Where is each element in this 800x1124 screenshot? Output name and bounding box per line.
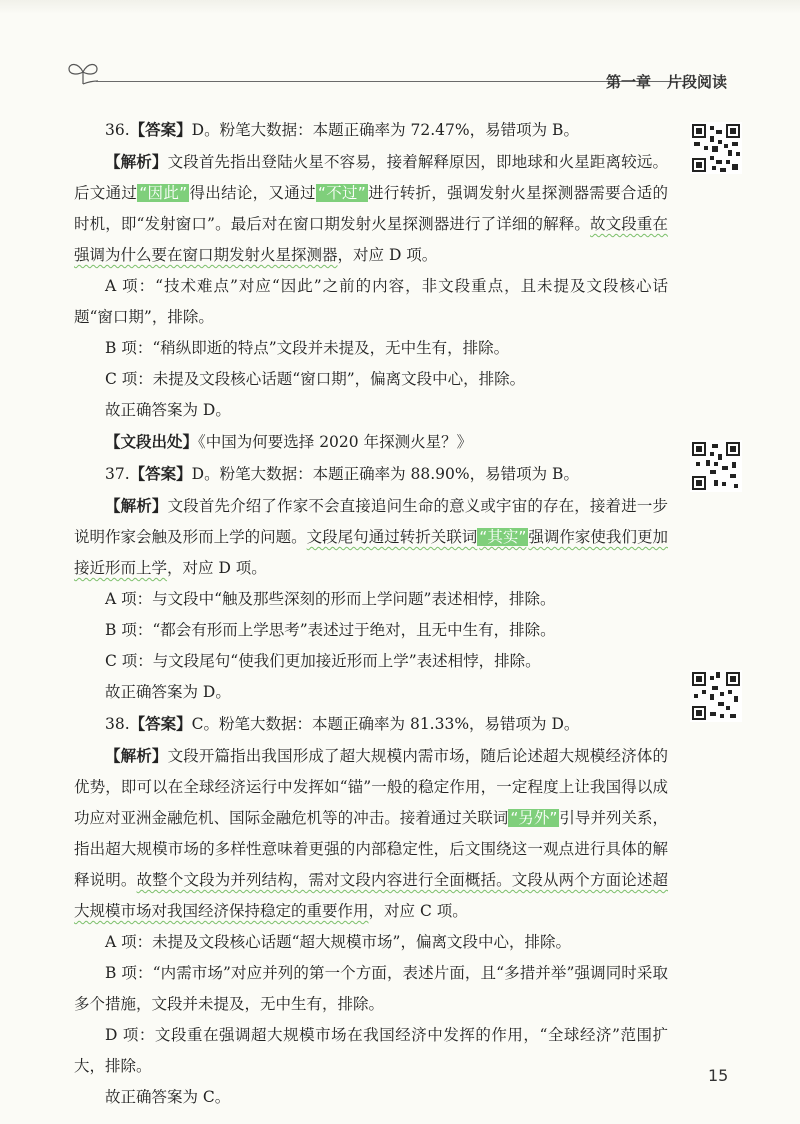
analysis-label: 【解析】 <box>105 746 168 765</box>
analysis-text: 进行转折，强调发射火星探测器需要合适的时机，即“发射窗口”。最后对在窗口期发射火星探测器进行了详细的解释。 <box>74 184 668 233</box>
chapter-heading <box>606 70 727 94</box>
q36-answer-text: D。粉笔大数据：本题正确率为 72.47%，易错项为 B。 <box>191 121 579 139</box>
analysis-text: ，对应 D 项。 <box>167 559 267 577</box>
q37-analysis <box>74 490 668 584</box>
option-d-analysis: D 项：文段重在强调超大规模市场在我国经济中发挥的作用，“全球经济”范围扩大，排除。 <box>74 1026 668 1075</box>
answer-label: 【答案】 <box>129 714 192 733</box>
q36-answer-line <box>74 114 668 146</box>
q38-analysis <box>74 740 668 927</box>
final-answer: 故正确答案为 D。 <box>105 401 231 419</box>
analysis-text: 强调作家使我们更加接近形而上学 <box>74 528 668 577</box>
q37-number: 37. <box>105 465 130 483</box>
analysis-text: 文段首先介绍了作家不会直接追问生命的意义或宇宙的存在，接着进一步说明作家会触及形而上学的问题。 <box>74 497 668 546</box>
analysis-text: 文段首先指出登陆火星不容易，接着解释原因，即地球和火星距离较远。后文通过 <box>74 153 668 202</box>
analysis-text: ，对应 D 项。 <box>337 246 438 264</box>
analysis-text: 文段尾句通过转折关联词 <box>306 528 478 546</box>
option-a-analysis: A 项：未提及文段核心话题“超大规模市场”，偏离文段中心，排除。 <box>105 933 571 951</box>
chapter-label: 第一章 <box>606 73 652 91</box>
option-b-analysis: B 项：“都会有形而上学思考”表述过于绝对，且无中生有，排除。 <box>105 621 556 639</box>
answer-label: 【答案】 <box>129 464 192 483</box>
q38-number: 38. <box>105 715 130 733</box>
q36-analysis <box>74 146 668 271</box>
final-answer: 故正确答案为 C。 <box>105 1088 231 1106</box>
key-sentence-underlined: 故文段重在强调为什么要在窗口期发射火星探测器 <box>74 215 668 264</box>
keyword-highlight: “不过” <box>317 184 366 202</box>
source-line <box>74 426 668 458</box>
qr-code-icon <box>690 670 742 722</box>
keyword-highlight: “因此” <box>139 184 188 202</box>
option-b-analysis: B 项：“内需市场”对应并列的第一个方面，表述片面，且“多措并举”强调同时采取多个措施，文段并未提及，无中生有，排除。 <box>74 964 668 1013</box>
answer-content <box>74 114 668 1113</box>
analysis-text: 得出结论，又通过 <box>189 184 316 202</box>
analysis-text: 文段开篇指出我国形成了超大规模内需市场，随后论述超大规模经济体的优势，即可以在全球经济运行中发挥如“锚”一般的稳定作用，一定程度上让我国得以成功应对亚洲金融危机、国际金融危机等的冲击。接着通过关联词 <box>74 747 668 827</box>
q37-answer-line <box>74 458 668 490</box>
option-c-analysis: C 项：未提及文段核心话题“窗口期”，偏离文段中心，排除。 <box>105 370 526 388</box>
final-answer: 故正确答案为 D。 <box>105 683 231 701</box>
option-b-analysis: B 项：“稍纵即逝的特点”文段并未提及，无中生有，排除。 <box>105 339 510 357</box>
top-band <box>0 0 800 14</box>
option-c-analysis: C 项：与文段尾句“使我们更加接近形而上学”表述相悖，排除。 <box>105 652 541 670</box>
page-number: 15 <box>708 1066 729 1085</box>
answer-label: 【答案】 <box>129 120 192 139</box>
keyword-highlight: “其实” <box>479 528 527 546</box>
sprout-icon <box>66 58 100 86</box>
keyword-highlight: “另外” <box>510 809 558 827</box>
source-label: 【文段出处】 <box>105 432 199 451</box>
section-label: 片段阅读 <box>667 73 728 91</box>
analysis-text: ，对应 C 项。 <box>368 902 468 920</box>
analysis-label: 【解析】 <box>105 496 168 515</box>
q37-answer-text: D。粉笔大数据：本题正确率为 88.90%，易错项为 B。 <box>191 465 579 483</box>
q36-number: 36. <box>105 121 130 139</box>
q38-answer-line <box>74 708 668 740</box>
source-title: 《中国为何要选择 2020 年探测火星？》 <box>198 433 473 451</box>
q38-answer-text: C。粉笔大数据：本题正确率为 81.33%，易错项为 D。 <box>191 715 580 733</box>
qr-code-icon <box>690 122 742 174</box>
analysis-text: 引导并列关系，指出超大规模市场的多样性意味着更强的内部稳定性，后文围绕这一观点进行具体的解释说明。 <box>74 809 668 889</box>
key-sentence-underlined: 故整个文段为并列结构，需对文段内容进行全面概括。文段从两个方面论述超大规模市场对我国经济保持稳定的重要作用 <box>74 871 668 920</box>
option-a-analysis: A 项：与文段中“触及那些深刻的形而上学问题”表述相悖，排除。 <box>105 590 556 608</box>
option-a-analysis: A 项：“技术难点”对应“因此”之前的内容，非文段重点，且未提及文段核心话题“窗口期”，排除。 <box>74 277 668 326</box>
analysis-label: 【解析】 <box>105 152 168 171</box>
qr-code-icon <box>690 440 742 492</box>
